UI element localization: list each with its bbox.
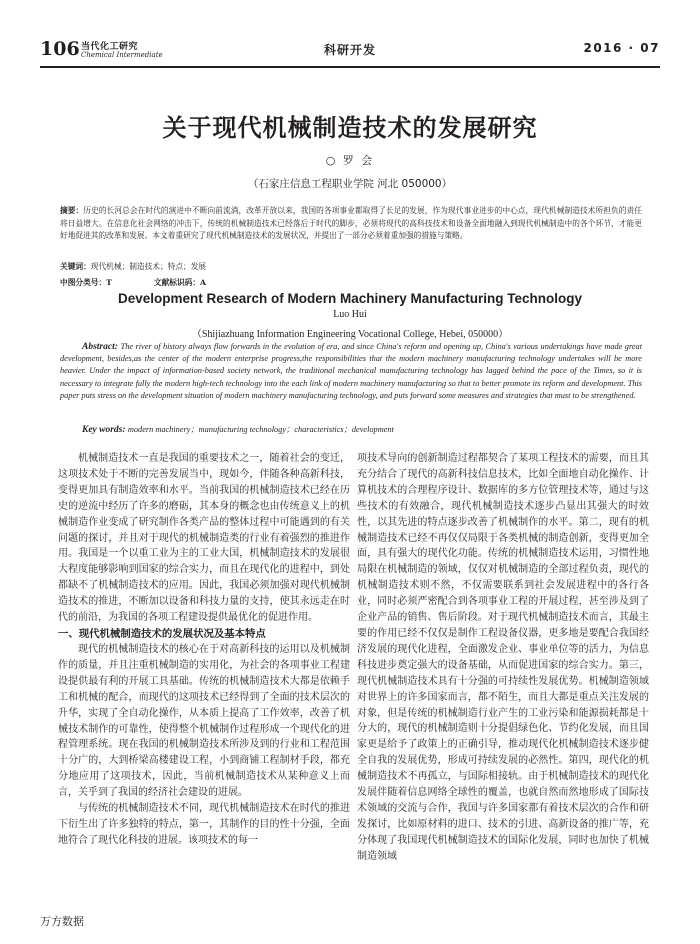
abstract-en-text: The river of history always flow forwards in the evolution of era, and since China's reform and opening up, China's various undertakings have made great development, besides,as the center of the modern enterprise progress,the responsibilities that the modern machinery manufacturing technology undertakes will be more heavier. Under the impact of information-based society network, the traditional mechanical manufacturing technology has lagged behind the pace of the Times, so it is necessary to integrate fully the modern high-tech technology into the each link of modern machinery manufacturing so that to better promote its reform and development. This paper puts stress on the development situation of modern machinery manufacturing technology, and puts forward some measures and strategies that must to be strengthened. [60,342,643,400]
body-paragraph: 项技术导向的创新制造过程都契合了某项工程技术的需要，而且其充分结合了现代的高新科技信息技术，比如全面地自动化操作、计算机技术的合理程序设计、数据库的多方位管理技术等，通过与这些技术的有效融合，现代机械制造技术逐步凸显出其强大的时效性，以其先进的特点逐步改善了机械制作的水平。第二，现有的机械制造技术已经不再仅仅局限于各类机械的制造创新，变得更加全面，具有强大的现代化功能。传统的机械制造技术运用，习惯性地局限在机械制造的领域，仅仅对机械制造的全部过程负责，现代的机械制造技术则不然，不仅需要联系到社会发展进程中的各行各业，同时必须严密配合到各项事业工程的开展过程，甚至涉及到了企业产品的销售、售后阶段。对于现代机械制造技术而言，其最主要的作用已经不仅仅是制作工程设备仪器，更多地是要配合我国经济发展的现代化进程，全面激发企业、事业单位等的活力，为信息科技进步奠定强大的设备基础，从而促进国家的综合实力。第三，现代机械制造技术具有十分强的可持续性发展优势。机械制造领域对世界上的许多国家而言，都不陌生，而且大都是重点关注发展的对象，但是传统的机械制造行业产生的工业污染和能源损耗都是十分大的，现代的机械制造则十分提倡绿色化、节约化发展，而且国家更是给予了政策上的正确引导，推动现代化机械制造技术逐步健全自我的发展优势，形成可持续发展的必然性。第四，现代化的机械制造技术不再孤立，与国际相接轨。由于机械制造技术的现代化发展伴随着信息网络全球性的覆盖，也就自然而然地形成了国际技术领域的交流与合作，我国与许多国家都有着技术层次的合作和研发探讨，比如原材料的进口、技术的引进、高新设备的推广等，充分体现了我国现代机械制造技术的国际化发展，同时也加快了机械制造领域 [357,453,649,862]
issue-date: 2016 · 07 [583,41,660,55]
article-title-en: Development Research of Modern Machinery Manufacturing Technology [117,291,583,306]
abstract-cn-label: 摘要： [60,206,84,215]
affiliation-en: （Shijiazhuang Information Engineering Vocational College, Hebei, 050000） [191,329,509,340]
clc-value: T [106,278,112,287]
article-title-cn: 关于现代机械制造技术的发展研究 [162,114,538,142]
journal-name-en: Chemical Intermediate [81,51,163,59]
page-number: 106 [40,38,80,60]
keywords-en-label: Key words [82,425,123,435]
abstract-cn [60,205,642,243]
body-paragraph: 机械制造技术一直是我国的重要技术之一，随着社会的变迁，这项技术处于不断的完善发展当中，现如今，伴随各种高新科技，变得更加具有制造效率和水平。当前我国的机械制造技术已经在历史的逆流中经历了许多的磨砺，其本身的概念也由传统意义上的机械制造作业变成了研究制作各类产品的整体过程中可能遇到的有关问题的探讨，并且对于现代的机械制造类的行业有着强烈的推进作用。我国是一个以重工业为主的工业大国，机械制造技术的发展很大程度能够影响到国家的综合实力，而且在现代化的进程中，到处都缺不了机械制造技术的应用。因此，我国必须加强对现代机械制造技术的推进，不断加以设备和科技力量的支持，使其永远走在时代的前沿，为我国的各项工程建设提供最优化的促进作用。 [58,453,350,624]
body-paragraph: 现代的机械制造技术的核心在于对高新科技的运用以及机械制作的质量，并且注重机械制造的实用化，为社会的各项事业工程建设提供最有利的开展工具基础。传统的机械制造技术大都是依赖手工和机械的配合，而现代的这项技术已经得到了全面的技术层次的升华，实现了全自动化操作，从本质上提高了工作效率，改善了机械技术制作的可靠性，使得整个机械制作过程形成一个现代化的进程管理系统。现在我国的机械制造技术所涉及到的行业和工程范围十分广的，大到桥梁高楼建设工程，小到商铺工程制材手段，都充分地应用了这项技术，因此，当前机械制造技术从某种意义上而言，关乎到了我国的经济社会建设的进展。 [58,643,350,799]
keywords-en-text: modern machinery；manufacturing technology；characteristics；development [127,425,394,434]
keywords-cn [60,261,642,272]
running-header [40,34,660,64]
clc-label: 中图分类号： [60,278,107,287]
keywords-en: Key words: modern machinery；manufacturing technology；characteristics；development [82,425,394,435]
section-name: 科研开发 [323,43,376,57]
body-column-left [58,451,350,849]
footer-watermark: 万方数据 [40,915,84,928]
abstract-en-label: Abstract [82,342,115,352]
body-column-right [357,451,649,865]
keywords-cn-label: 关键词： [60,262,91,271]
doc-code-value: A [200,278,206,287]
doc-code-label: 文献标识码： [153,278,201,287]
affiliation-cn: （石家庄信息工程职业学院 河北 050000） [247,178,453,190]
header-rule [40,66,660,68]
author-en: Luo Hui [333,309,367,320]
journal-name-cn: 当代化工研究 [81,42,139,52]
classification-row [60,277,642,288]
keywords-cn-text: 现代机械；制造技术；特点；发展 [90,262,207,271]
abstract-en: Abstract: The river of history always flow forwards in the evolution of era, and since China's reform and opening up, China's various undertakings have made great development, besides,as the center of the modern enterprise progress,the responsibilities that the modern machinery manufacturing technology undertakes will be more heavier. Under the impact of information-based society network, the traditional mechanical manufacturing technology has lagged behind the pace of the Times, so it is necessary to integrate fully the modern high-tech technology into the each link of modern machinery manufacturing so that to better promote its reform and development. This paper puts stress on the development situation of modern machinery manufacturing technology, and puts forward some measures and strategies that must to be strengthened. [60,342,643,400]
author-cn: ○ 罗 会 [325,154,375,167]
abstract-cn-text: 历史的长河总会在时代的演进中不断向前流淌，改革开放以来，我国的各项事业都取得了长足的发展，作为现代事业进步的中心点，现代机械制造技术所担负的责任将日益增大。在信息化社会网络的冲击下，传统的机械制造技术已经落后于时代的脚步，必须将现代的高科技技术和设备全面地融入到现代机械制造中的各个环节，才能更好地促进其的改革和发展。本文着重研究了现代机械制造技术的发展状况，并提出了一部分必须着重加强的措施与策略。 [60,206,642,241]
section-heading: 一、现代机械制造技术的发展状况及基本特点 [58,627,266,640]
body-paragraph: 与传统的机械制造技术不同，现代机械制造技术在时代的推进下衍生出了许多独特的特点，第一，其制作的目的性十分强，全面地符合了现代化科技的进展。该项技术的每一 [58,803,350,846]
